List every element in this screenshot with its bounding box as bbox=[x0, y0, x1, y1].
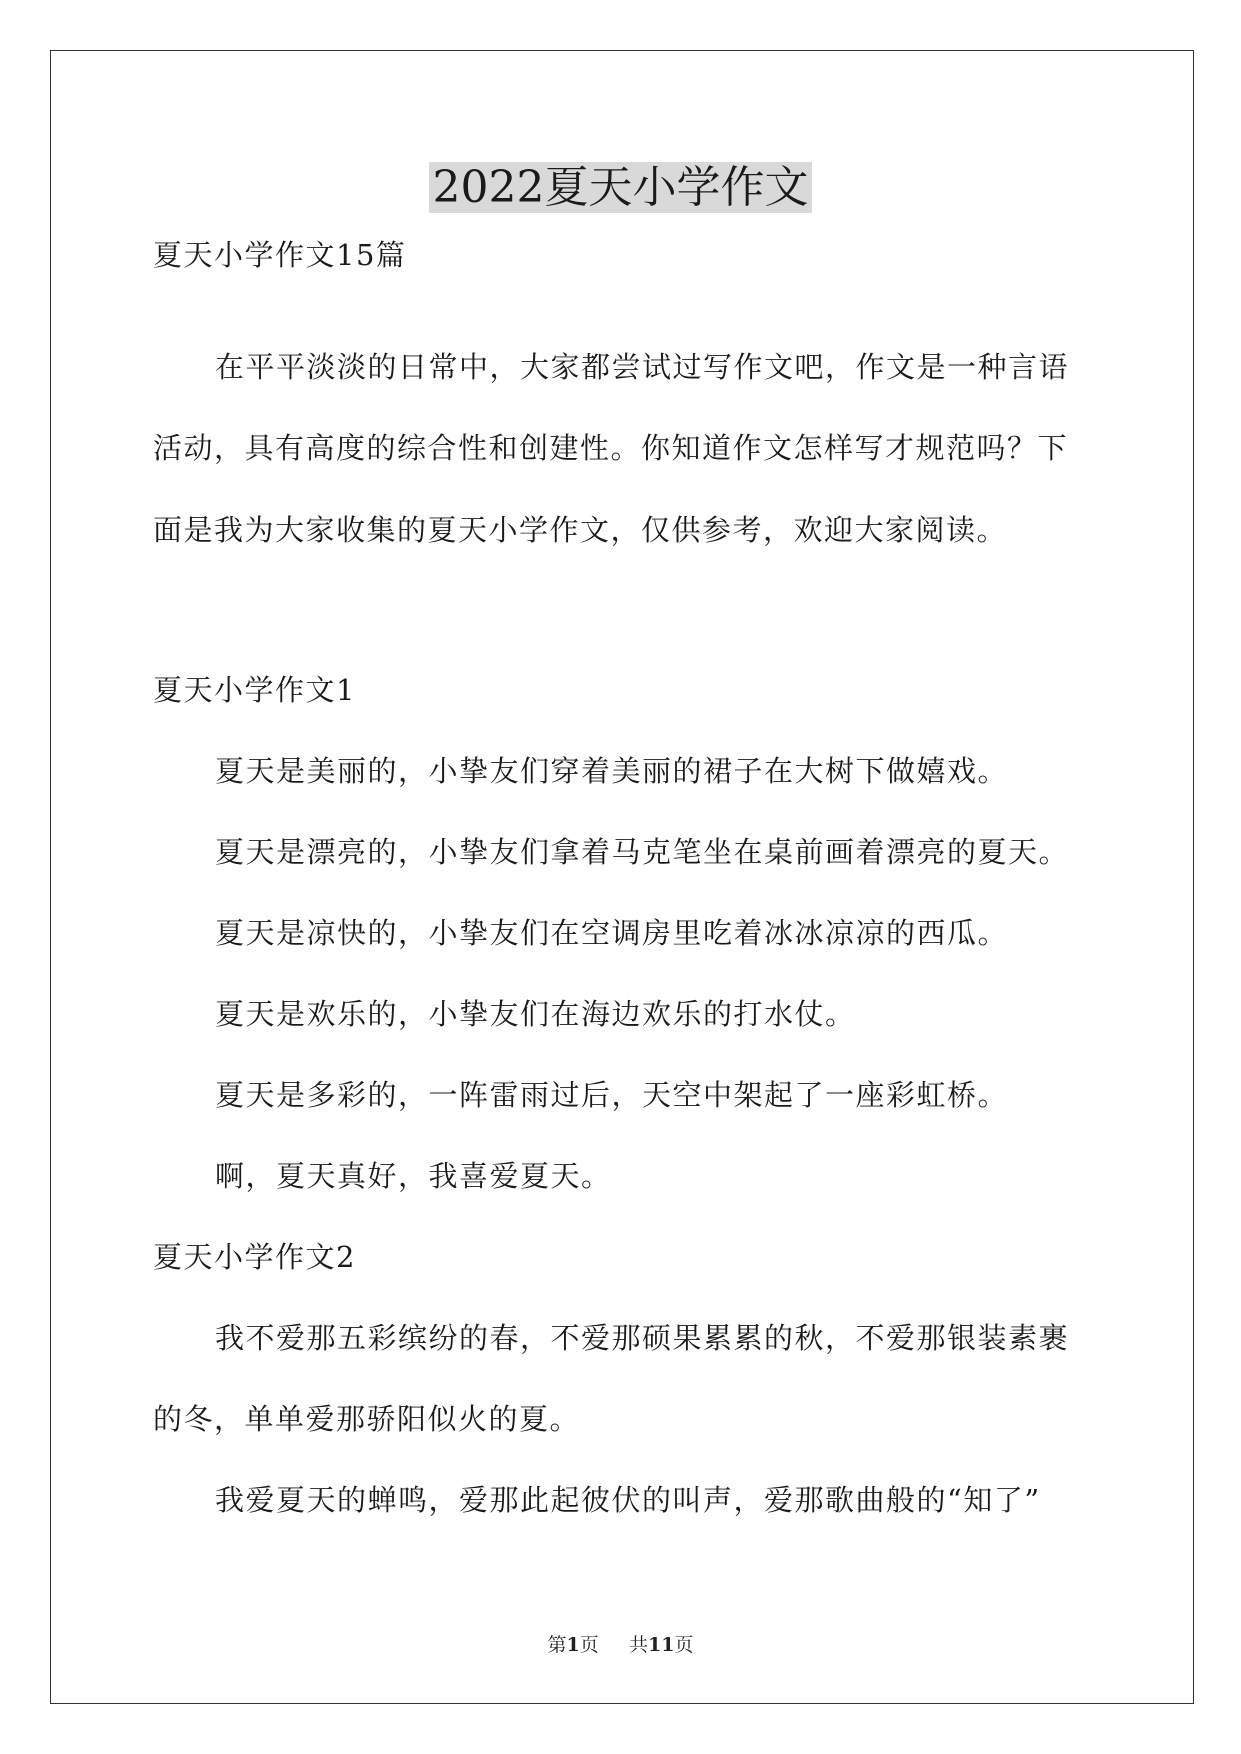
page-footer bbox=[0, 1633, 1241, 1657]
paragraph-line: 的冬，单单爱那骄阳似火的夏。 bbox=[153, 1402, 581, 1436]
paragraph-line: 夏天是欢乐的，小挚友们在海边欢乐的打水仗。 bbox=[215, 997, 856, 1031]
paragraph-line: 面是我为大家收集的夏天小学作文，仅供参考，欢迎大家阅读。 bbox=[153, 513, 1008, 547]
section-heading: 夏天小学作文1 bbox=[153, 673, 356, 707]
footer-page-prefix: 第 bbox=[547, 1634, 567, 1656]
paragraph-line: 我爱夏天的蝉鸣，爱那此起彼伏的叫声，爱那歌曲般的“知了” bbox=[215, 1483, 1041, 1517]
footer-total-suffix: 页 bbox=[674, 1634, 694, 1656]
paragraph-line: 在平平淡淡的日常中，大家都尝试过写作文吧，作文是一种言语 bbox=[215, 350, 1070, 384]
paragraph-line: 啊，夏天真好，我喜爱夏天。 bbox=[215, 1159, 612, 1193]
paragraph-line: 夏天是凉快的，小挚友们在空调房里吃着冰冰凉凉的西瓜。 bbox=[215, 916, 1009, 950]
section-heading: 夏天小学作文15篇 bbox=[153, 238, 407, 272]
paragraph-line: 活动，具有高度的综合性和创建性。你知道作文怎样写才规范吗？下 bbox=[153, 431, 1069, 465]
footer-page-suffix: 页 bbox=[579, 1634, 599, 1656]
paragraph-line: 夏天是多彩的，一阵雷雨过后，天空中架起了一座彩虹桥。 bbox=[215, 1078, 1009, 1112]
paragraph-line: 我不爱那五彩缤纷的春，不爱那硕果累累的秋，不爱那银装素裹 bbox=[215, 1321, 1070, 1355]
paragraph-line: 夏天是美丽的，小挚友们穿着美丽的裙子在大树下做嬉戏。 bbox=[215, 754, 1009, 788]
footer-total-prefix: 共 bbox=[628, 1634, 648, 1656]
document-title bbox=[0, 160, 1241, 216]
section-heading: 夏天小学作文2 bbox=[153, 1240, 356, 1274]
footer-page-number: 1 bbox=[566, 1634, 580, 1656]
page-border bbox=[50, 50, 1194, 1704]
footer-total-pages: 11 bbox=[648, 1634, 675, 1656]
document-title-text: 2022夏天小学作文 bbox=[429, 162, 813, 213]
paragraph-line: 夏天是漂亮的，小挚友们拿着马克笔坐在桌前画着漂亮的夏天。 bbox=[215, 835, 1070, 869]
